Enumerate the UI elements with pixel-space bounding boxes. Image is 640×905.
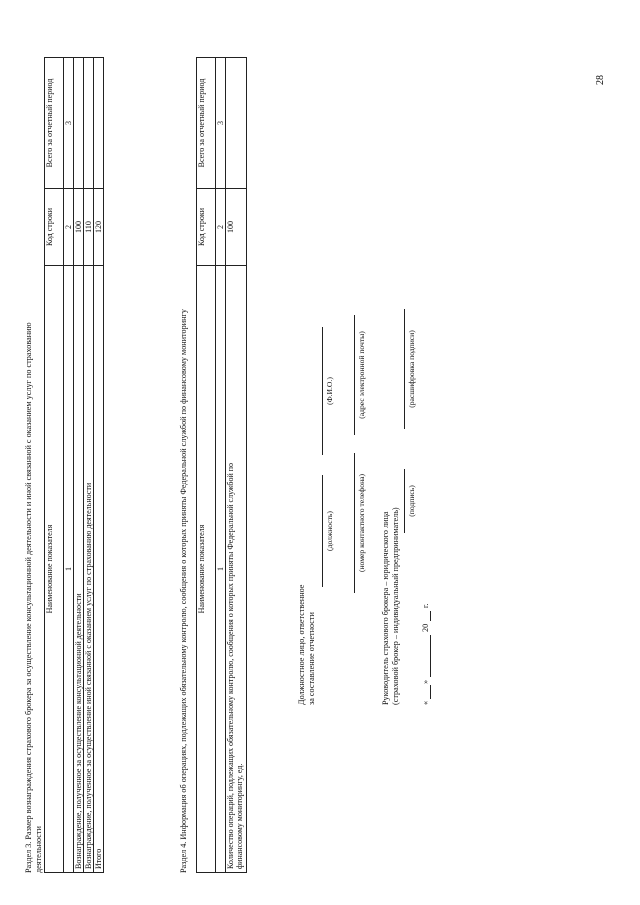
- date-suffix: г.: [421, 603, 430, 608]
- header-row-code: Код строки: [45, 189, 64, 266]
- position-caption: (должность): [325, 511, 334, 551]
- email-line[interactable]: [354, 315, 355, 435]
- row-value[interactable]: [94, 58, 104, 189]
- table-column-numbers-row: [64, 58, 74, 873]
- col-number: 1: [64, 266, 74, 873]
- col-number: 1: [216, 266, 226, 873]
- table-row: [84, 58, 94, 873]
- col-number: 3: [216, 58, 226, 189]
- row-value[interactable]: [84, 58, 94, 189]
- phone-line[interactable]: [354, 453, 355, 593]
- row-code: 120: [94, 189, 104, 266]
- table-column-numbers-row: [216, 58, 226, 873]
- responsible-person-label: Должностное лицо, ответственное: [297, 584, 306, 705]
- header-row-code: Код строки: [197, 189, 216, 266]
- email-caption: (адрес электронной почты): [357, 331, 366, 419]
- decoding-line[interactable]: [404, 309, 405, 429]
- col-number: 3: [64, 58, 74, 189]
- date-close-quote: »: [421, 679, 430, 684]
- table-row: [226, 58, 247, 873]
- header-indicator-name: Наименование показателя: [45, 266, 64, 873]
- date-day-line[interactable]: [430, 685, 431, 699]
- table-row: [94, 58, 104, 873]
- section3-title: Раздел 3. Размер вознаграждения страхового брокера за осуществление консультационной деятельности и иной связанной с оказанием услуг по страхованию: [24, 322, 33, 873]
- col-number: 2: [216, 189, 226, 266]
- header-indicator-name: Наименование показателя: [197, 266, 216, 873]
- position-line[interactable]: [322, 475, 323, 587]
- fio-line[interactable]: [322, 327, 323, 455]
- date-month-line[interactable]: [430, 635, 431, 677]
- row-name: Вознаграждение, полученное за осуществление консультационной деятельности: [74, 266, 84, 873]
- col-number: 2: [64, 189, 74, 266]
- section3-table: [44, 57, 104, 873]
- signature-line[interactable]: [404, 469, 405, 533]
- header-period-total: Всего за отчетный период: [197, 58, 216, 189]
- row-name: Вознаграждение, полученное за осуществление иной связанной с оказанием услуг по страхованию деятельности: [84, 266, 94, 873]
- row-name: [226, 266, 247, 873]
- row-code: 100: [74, 189, 84, 266]
- phone-caption: (номер контактного телефона): [357, 473, 366, 573]
- table-row: [74, 58, 84, 873]
- date-year-prefix: 20: [421, 623, 430, 632]
- row-value[interactable]: [226, 58, 247, 189]
- section4-table: [196, 57, 247, 873]
- decoding-caption: (расшифровка подписи): [407, 330, 416, 408]
- row-code: 110: [84, 189, 94, 266]
- page-number: 28: [595, 75, 606, 85]
- date-year-line[interactable]: [430, 611, 431, 621]
- head-of-broker-label-continued: (страховой брокер – индивидуальный предприниматель): [391, 507, 400, 705]
- responsible-person-label-continued: за составление отчетности: [307, 612, 316, 705]
- section3-title-continued: деятельности: [34, 826, 43, 873]
- section4-title: Раздел 4. Информация об операциях, подлежащих обязательному контролю, сообщения о которых приняты Федеральной службой по финансовому мониторингу: [179, 309, 188, 873]
- table-header-row: [45, 58, 64, 873]
- fio-caption: (Ф.И.О.): [325, 377, 334, 405]
- row-name-line1: Количество операций, подлежащих обязательному контролю, сообщения о которых приняты Федеральной службой по: [226, 462, 235, 869]
- row-name: Итого: [94, 266, 104, 873]
- row-name-line2: финансовому мониторингу, ед.: [235, 763, 244, 869]
- head-of-broker-label: Руководитель страхового брокера – юридического лица: [381, 511, 390, 705]
- table-header-row: [197, 58, 216, 873]
- row-code: 100: [226, 189, 247, 266]
- row-value[interactable]: [74, 58, 84, 189]
- header-period-total: Всего за отчетный период: [45, 58, 64, 189]
- date-open-quote: «: [421, 700, 430, 705]
- signature-caption: (подпись): [407, 485, 416, 517]
